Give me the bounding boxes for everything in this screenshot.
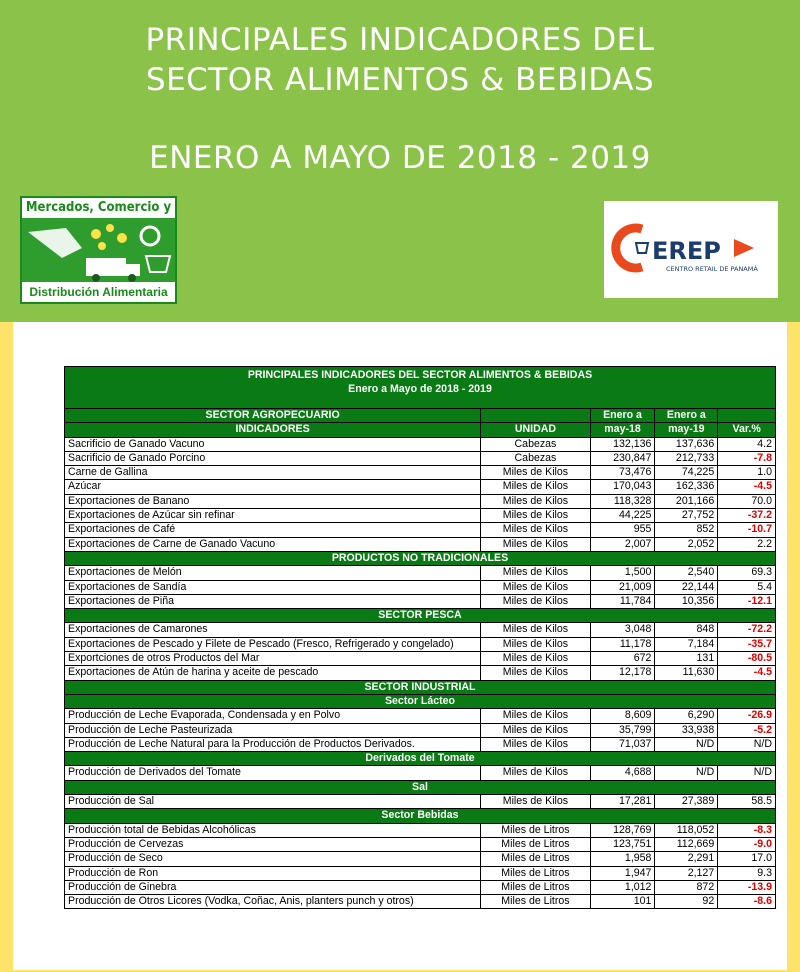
variation-cell: -8.6	[718, 895, 776, 909]
unit-cell: Miles de Litros	[481, 895, 590, 909]
table-row	[65, 723, 776, 737]
value-2019-cell: 118,052	[655, 823, 718, 837]
value-2018-cell: 4,688	[590, 766, 655, 780]
header-row-1	[65, 409, 776, 423]
value-2019-cell: 137,636	[655, 437, 718, 451]
unit-cell: Miles de Kilos	[481, 480, 590, 494]
value-2019-cell: 74,225	[655, 466, 718, 480]
variation-cell: -4.5	[718, 666, 776, 680]
unit-cell: Miles de Kilos	[481, 580, 590, 594]
value-2018-cell: 8,609	[590, 709, 655, 723]
variation-cell: -72.2	[718, 623, 776, 637]
unit-cell: Miles de Kilos	[481, 723, 590, 737]
title-line-2: SECTOR ALIMENTOS & BEBIDAS	[145, 62, 655, 98]
variation-cell: -37.2	[718, 509, 776, 523]
table-row	[65, 523, 776, 537]
unit-cell: Miles de Kilos	[481, 494, 590, 508]
indicator-cell: Exportaciones de Piña	[65, 594, 481, 608]
variation-cell: -5.2	[718, 723, 776, 737]
value-2019-cell: 27,389	[655, 795, 718, 809]
variation-cell: -35.7	[718, 637, 776, 651]
header-row-2	[65, 423, 776, 437]
logo-left-top-text: Mercados, Comercio y	[22, 198, 175, 218]
unit-cell: Miles de Litros	[481, 823, 590, 837]
value-2019-cell: 92	[655, 895, 718, 909]
value-2019-cell: 33,938	[655, 723, 718, 737]
table-row	[65, 737, 776, 751]
section-header-row	[65, 694, 776, 708]
table-title: PRINCIPALES INDICADORES DEL SECTOR ALIMENTOS & BEBIDAS	[247, 369, 593, 381]
section-header-row	[65, 809, 776, 823]
value-2018-cell: 123,751	[590, 837, 655, 851]
indicator-cell: Producción de Leche Natural para la Producción de Productos Derivados.	[65, 737, 481, 751]
unit-cell: Miles de Litros	[481, 837, 590, 851]
market-illustration-icon	[22, 218, 175, 284]
col-var: Var.%	[718, 423, 776, 437]
table-row	[65, 480, 776, 494]
unit-cell: Miles de Litros	[481, 852, 590, 866]
variation-cell: -13.9	[718, 880, 776, 894]
table-row	[65, 766, 776, 780]
logo-left-illustration	[22, 218, 175, 284]
table-row	[65, 580, 776, 594]
value-2018-cell: 44,225	[590, 509, 655, 523]
value-2019-cell: 2,291	[655, 852, 718, 866]
variation-cell: 9.3	[718, 866, 776, 880]
variation-cell: 1.0	[718, 466, 776, 480]
table-row	[65, 895, 776, 909]
value-2018-cell: 35,799	[590, 723, 655, 737]
col-2019-top: Enero a	[655, 409, 718, 423]
table-row	[65, 437, 776, 451]
cerep-logo-icon	[604, 201, 778, 298]
unit-cell: Miles de Litros	[481, 880, 590, 894]
title-line-3: ENERO A MAYO DE 2018 - 2019	[149, 140, 651, 176]
variation-cell: -8.3	[718, 823, 776, 837]
table-row	[65, 637, 776, 651]
section-header-row	[65, 551, 776, 565]
logo-left-bottom-text: Distribución Alimentaria	[22, 282, 175, 302]
table-row	[65, 466, 776, 480]
value-2018-cell: 1,500	[590, 566, 655, 580]
value-2018-cell: 1,012	[590, 880, 655, 894]
indicator-cell: Exportaciones de Carne de Ganado Vacuno	[65, 537, 481, 551]
value-2018-cell: 955	[590, 523, 655, 537]
value-2018-cell: 132,136	[590, 437, 655, 451]
section-header-row	[65, 752, 776, 766]
indicator-cell: Sacrificio de Ganado Vacuno	[65, 437, 481, 451]
table-row	[65, 852, 776, 866]
variation-cell: -26.9	[718, 709, 776, 723]
table-title-row	[65, 367, 776, 398]
unit-cell: Miles de Kilos	[481, 523, 590, 537]
title-line-1: PRINCIPALES INDICADORES DEL	[145, 22, 655, 58]
value-2018-cell: 3,048	[590, 623, 655, 637]
value-2019-cell: N/D	[655, 766, 718, 780]
unit-cell: Miles de Kilos	[481, 509, 590, 523]
unit-cell: Miles de Kilos	[481, 594, 590, 608]
indicator-cell: Exportaciones de Sandía	[65, 580, 481, 594]
unit-cell: Miles de Kilos	[481, 737, 590, 751]
col-2018-bottom: may-18	[590, 423, 655, 437]
variation-cell: N/D	[718, 766, 776, 780]
value-2018-cell: 11,784	[590, 594, 655, 608]
svg-text:EREP: EREP	[652, 237, 721, 265]
value-2018-cell: 1,947	[590, 866, 655, 880]
section-header-row	[65, 680, 776, 694]
section-header: Sector Bebidas	[65, 809, 776, 823]
col-2019-bottom: may-19	[655, 423, 718, 437]
unit-cell: Miles de Kilos	[481, 652, 590, 666]
unit-cell: Miles de Kilos	[481, 566, 590, 580]
col-2018-top: Enero a	[590, 409, 655, 423]
table-row	[65, 623, 776, 637]
indicators-table-wrap	[64, 366, 776, 909]
value-2019-cell: 2,052	[655, 537, 718, 551]
value-2018-cell: 118,328	[590, 494, 655, 508]
indicator-cell: Exportaciones de Melón	[65, 566, 481, 580]
subsection-header: Sector Lácteo	[65, 694, 776, 708]
value-2019-cell: 162,336	[655, 480, 718, 494]
value-2018-cell: 2,007	[590, 537, 655, 551]
table-subtitle: Enero a Mayo de 2018 - 2019	[348, 383, 492, 395]
cerep-logo	[604, 201, 778, 298]
value-2019-cell: 11,630	[655, 666, 718, 680]
unit-cell: Cabezas	[481, 451, 590, 465]
col-indicadores: INDICADORES	[65, 423, 481, 437]
indicator-cell: Producción total de Bebidas Alcohólicas	[65, 823, 481, 837]
value-2019-cell: N/D	[655, 737, 718, 751]
indicator-cell: Producción de Cervezas	[65, 837, 481, 851]
value-2019-cell: 848	[655, 623, 718, 637]
svg-text:CENTRO RETAIL DE PANAMÁ: CENTRO RETAIL DE PANAMÁ	[666, 265, 758, 273]
table-row	[65, 451, 776, 465]
table-row	[65, 537, 776, 551]
indicator-cell: Exportaciones de Pescado y Filete de Pescado (Fresco, Refrigerado y congelado)	[65, 637, 481, 651]
value-2019-cell: 6,290	[655, 709, 718, 723]
indicator-cell: Producción de Leche Evaporada, Condensada y en Polvo	[65, 709, 481, 723]
value-2019-cell: 852	[655, 523, 718, 537]
value-2018-cell: 128,769	[590, 823, 655, 837]
indicator-cell: Producción de Seco	[65, 852, 481, 866]
indicator-cell: Exportaciones de Atún de harina y aceite de pescado	[65, 666, 481, 680]
sector-agro-header: SECTOR AGROPECUARIO	[65, 409, 481, 423]
value-2018-cell: 101	[590, 895, 655, 909]
unit-cell: Miles de Kilos	[481, 537, 590, 551]
value-2018-cell: 17,281	[590, 795, 655, 809]
section-header-row	[65, 780, 776, 794]
variation-cell: 2.2	[718, 537, 776, 551]
indicator-cell: Sacrificio de Ganado Porcino	[65, 451, 481, 465]
indicators-table	[64, 366, 776, 909]
section-header: Sal	[65, 780, 776, 794]
unit-cell: Miles de Kilos	[481, 637, 590, 651]
indicator-cell: Producción de Otros Licores (Vodka, Coñac, Anis, planters punch y otros)	[65, 895, 481, 909]
indicator-cell: Producción de Leche Pasteurizada	[65, 723, 481, 737]
indicator-cell: Producción de Sal	[65, 795, 481, 809]
value-2019-cell: 10,356	[655, 594, 718, 608]
section-header: SECTOR PESCA	[65, 609, 776, 623]
variation-cell: 5.4	[718, 580, 776, 594]
table-row	[65, 566, 776, 580]
unit-cell: Miles de Kilos	[481, 766, 590, 780]
variation-cell: -4.5	[718, 480, 776, 494]
value-2019-cell: 112,669	[655, 837, 718, 851]
indicator-cell: Producción de Ron	[65, 866, 481, 880]
header-banner	[0, 0, 800, 322]
value-2019-cell: 131	[655, 652, 718, 666]
value-2018-cell: 73,476	[590, 466, 655, 480]
table-row	[65, 494, 776, 508]
value-2018-cell: 170,043	[590, 480, 655, 494]
variation-cell: 4.2	[718, 437, 776, 451]
mercados-logo	[20, 196, 177, 304]
unit-cell: Miles de Kilos	[481, 466, 590, 480]
indicator-cell: Exportaciones de Azúcar sin refinar	[65, 509, 481, 523]
value-2019-cell: 27,752	[655, 509, 718, 523]
value-2019-cell: 7,184	[655, 637, 718, 651]
value-2018-cell: 230,847	[590, 451, 655, 465]
section-header-row	[65, 609, 776, 623]
value-2019-cell: 2,127	[655, 866, 718, 880]
value-2018-cell: 11,178	[590, 637, 655, 651]
table-row	[65, 837, 776, 851]
unit-cell: Miles de Kilos	[481, 795, 590, 809]
value-2019-cell: 212,733	[655, 451, 718, 465]
value-2018-cell: 12,178	[590, 666, 655, 680]
variation-cell: N/D	[718, 737, 776, 751]
col-unidad: UNIDAD	[481, 423, 590, 437]
indicator-cell: Producción de Ginebra	[65, 880, 481, 894]
value-2018-cell: 21,009	[590, 580, 655, 594]
value-2019-cell: 22,144	[655, 580, 718, 594]
section-header: PRODUCTOS NO TRADICIONALES	[65, 551, 776, 565]
value-2019-cell: 2,540	[655, 566, 718, 580]
unit-cell: Cabezas	[481, 437, 590, 451]
value-2019-cell: 872	[655, 880, 718, 894]
variation-cell: -12.1	[718, 594, 776, 608]
variation-cell: -10.7	[718, 523, 776, 537]
variation-cell: 58.5	[718, 795, 776, 809]
table-spacer-row	[65, 397, 776, 409]
table-row	[65, 823, 776, 837]
section-header: Derivados del Tomate	[65, 752, 776, 766]
indicator-cell: Azúcar	[65, 480, 481, 494]
value-2018-cell: 1,958	[590, 852, 655, 866]
table-row	[65, 880, 776, 894]
indicator-cell: Producción de Derivados del Tomate	[65, 766, 481, 780]
value-2019-cell: 201,166	[655, 494, 718, 508]
variation-cell: 17.0	[718, 852, 776, 866]
unit-cell: Miles de Litros	[481, 866, 590, 880]
unit-cell: Miles de Kilos	[481, 623, 590, 637]
value-2018-cell: 71,037	[590, 737, 655, 751]
indicator-cell: Exportaciones de Café	[65, 523, 481, 537]
table-row	[65, 709, 776, 723]
table-row	[65, 866, 776, 880]
table-row	[65, 795, 776, 809]
indicator-cell: Exportciones de otros Productos del Mar	[65, 652, 481, 666]
value-2018-cell: 672	[590, 652, 655, 666]
indicator-cell: Exportaciones de Banano	[65, 494, 481, 508]
indicator-cell: Exportaciones de Camarones	[65, 623, 481, 637]
table-row	[65, 666, 776, 680]
table-row	[65, 594, 776, 608]
variation-cell: 69.3	[718, 566, 776, 580]
variation-cell: 70.0	[718, 494, 776, 508]
table-row	[65, 652, 776, 666]
variation-cell: -80.5	[718, 652, 776, 666]
variation-cell: -7.8	[718, 451, 776, 465]
indicator-cell: Carne de Gallina	[65, 466, 481, 480]
section-header: SECTOR INDUSTRIAL	[65, 680, 776, 694]
table-row	[65, 509, 776, 523]
unit-cell: Miles de Kilos	[481, 666, 590, 680]
variation-cell: -9.0	[718, 837, 776, 851]
unit-cell: Miles de Kilos	[481, 709, 590, 723]
